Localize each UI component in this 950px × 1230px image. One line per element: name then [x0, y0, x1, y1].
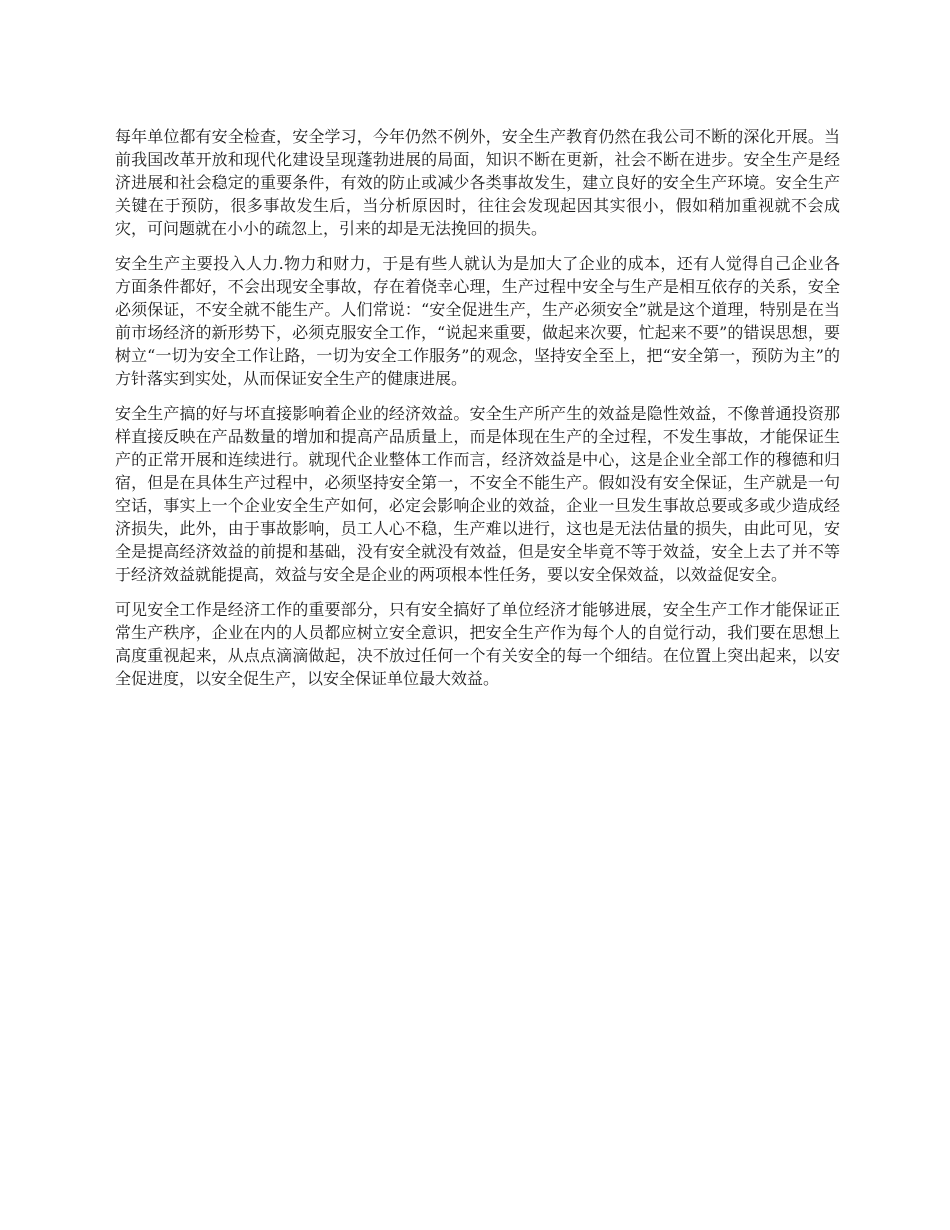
- paragraph-2: 安全生产主要投入人力.物力和财力，于是有些人就认为是加大了企业的成本，还有人觉得自己企业各方面条件都好，不会出现安全事故，存在着侥幸心理，生产过程中安全与生产是相互依存的关系，安全必须保证，不安全就不能生产。人们常说：“安全促进生产，生产必须安全”就是这个道理，特别是在当前市场经济的新形势下，必须克服安全工作，“说起来重要，做起来次要，忙起来不要”的错误思想，要树立“一切为安全工作让路，一切为安全工作服务”的观念，坚持安全至上，把“安全第一，预防为主”的方针落实到实处，从而保证安全生产的健康进展。: [115, 254, 840, 388]
- paragraph-4: 可见安全工作是经济工作的重要部分，只有安全搞好了单位经济才能够进展，安全生产工作才能保证正常生产秩序，企业在内的人员都应树立安全意识，把安全生产作为每个人的自觉行动，我们要在思想上高度重视起来，从点点滴滴做起，决不放过任何一个有关安全的每一个细结。在位置上突出起来，以安全促进度，以安全促生产，以安全保证单位最大效益。: [115, 600, 840, 688]
- document-page: [115, 125, 840, 702]
- paragraph-1: 每年单位都有安全检查，安全学习，今年仍然不例外，安全生产教育仍然在我公司不断的深化开展。当前我国改革开放和现代化建设呈现蓬勃进展的局面，知识不断在更新，社会不断在进步。安全生产是经济进展和社会稳定的重要条件，有效的防止或减少各类事故发生，建立良好的安全生产环境。安全生产关键在于预防，很多事故发生后，当分析原因时，往往会发现起因其实很小，假如稍加重视就不会成灾，可问题就在小小的疏忽上，引来的却是无法挽回的损失。: [115, 127, 840, 238]
- paragraph-3: 安全生产搞的好与坏直接影响着企业的经济效益。安全生产所产生的效益是隐性效益，不像普通投资那样直接反映在产品数量的增加和提高产品质量上，而是体现在生产的全过程，不发生事故，才能保证生产的正常开展和连续进行。就现代企业整体工作而言，经济效益是中心，这是企业全部工作的穆德和归宿，但是在具体生产过程中，必须坚持安全第一，不安全不能生产。假如没有安全保证，生产就是一句空话，事实上一个企业安全生产如何，必定会影响企业的效益，企业一旦发生事故总要或多或少造成经济损失，此外，由于事故影响，员工人心不稳，生产难以进行，这也是无法估量的损失，由此可见，安全是提高经济效益的前提和基础，没有安全就没有效益，但是安全毕竟不等于效益，安全上去了并不等于经济效益就能提高，效益与安全是企业的两项根本性任务，要以安全保效益，以效益促安全。: [115, 404, 840, 584]
